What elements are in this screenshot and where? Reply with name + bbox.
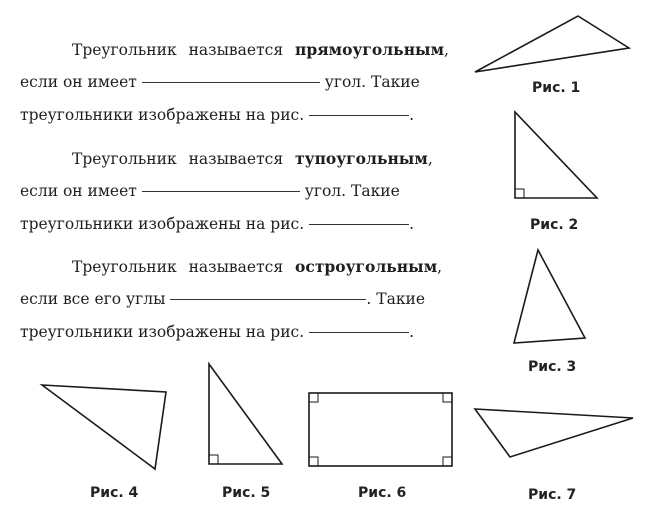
- figure-7-caption: Рис. 7: [528, 487, 577, 503]
- term-acute: остроугольным: [295, 257, 438, 276]
- definition-right-triangle: Треугольник называется прямоугольным, если он имеет угол. Такие треугольники изображены на рис. .: [20, 40, 449, 124]
- definition-obtuse-triangle: Треугольник называется тупоугольным, если он имеет угол. Такие треугольники изображены на рис. .: [20, 149, 433, 233]
- term-right: прямоугольным: [295, 40, 445, 59]
- answer-blank[interactable]: [309, 332, 409, 333]
- figure-2-caption: Рис. 2: [530, 217, 579, 233]
- figure-7-triangle: [470, 404, 640, 462]
- figure-5-triangle: [204, 360, 289, 470]
- answer-blank[interactable]: [142, 191, 300, 192]
- answer-blank[interactable]: [309, 115, 409, 116]
- definition-acute-triangle: Треугольник называется остроугольным, если все его углы . Такие треугольники изображены на рис. .: [20, 257, 443, 341]
- figure-2-triangle: [510, 108, 605, 203]
- term-obtuse: тупоугольным: [295, 149, 428, 168]
- figure-6-caption: Рис. 6: [358, 485, 407, 501]
- figure-6-rectangle: [304, 388, 458, 472]
- figure-1-caption: Рис. 1: [532, 80, 581, 96]
- figure-3-triangle: [508, 246, 593, 348]
- figure-4-caption: Рис. 4: [90, 485, 139, 501]
- figure-5-caption: Рис. 5: [222, 485, 271, 501]
- figure-4-triangle: [38, 380, 173, 475]
- answer-blank[interactable]: [309, 224, 409, 225]
- definition-intro: Треугольник называется: [72, 150, 284, 168]
- figure-3-caption: Рис. 3: [528, 359, 577, 375]
- definition-intro: Треугольник называется: [72, 258, 284, 276]
- figure-1-triangle: [470, 12, 635, 77]
- answer-blank[interactable]: [142, 82, 320, 83]
- definition-intro: Треугольник называется: [72, 41, 284, 59]
- answer-blank[interactable]: [170, 299, 366, 300]
